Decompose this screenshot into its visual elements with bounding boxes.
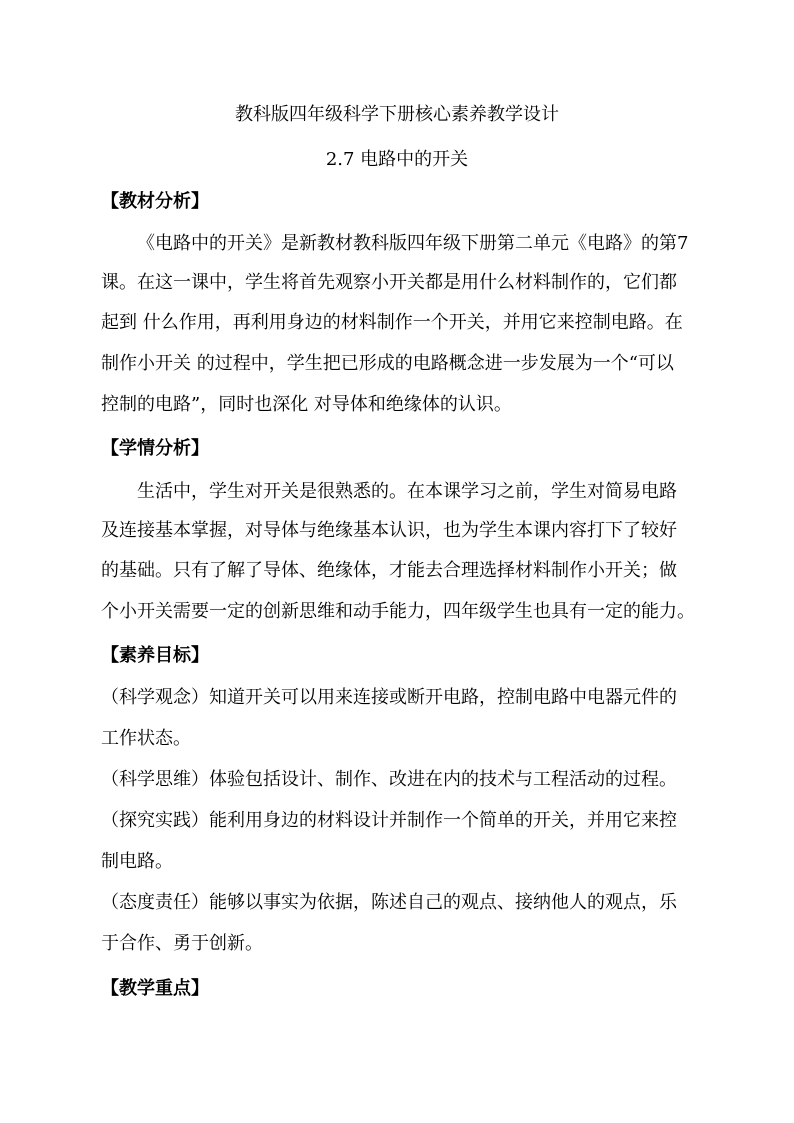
paragraph-line: （探究实践）能利用身边的材料设计并制作一个简单的开关，并用它来控	[101, 810, 677, 831]
section-heading-textbook-analysis: 【教材分析】	[101, 191, 209, 212]
document-title: 教科版四年级科学下册核心素养教学设计	[235, 104, 559, 125]
paragraph-line: 控制的电路”，同时也深化 对导体和绝缘体的认识。	[101, 394, 512, 415]
paragraph-line: 个小开关需要一定的创新思维和动手能力，四年级学生也具有一定的能力。	[101, 601, 695, 622]
lesson-title: 2.7 电路中的开关	[325, 149, 469, 170]
section-heading-teaching-focus: 【教学重点】	[101, 978, 209, 999]
section-heading-student-analysis: 【学情分析】	[101, 438, 209, 459]
paragraph-line: 及连接基本掌握，对导体与绝缘基本认识，也为学生本课内容打下了较好	[101, 520, 677, 541]
paragraph-line: （科学思维）体验包括设计、制作、改进在内的技术与工程活动的过程。	[101, 769, 677, 790]
paragraph-line: 《电路中的开关》是新教材教科版四年级下册第二单元《电路》的第7	[137, 233, 689, 254]
paragraph-line: 于合作、勇于创新。	[101, 933, 263, 954]
paragraph-line: 的基础。只有了解了导体、绝缘体，才能去合理选择材料制作小开关；做	[101, 560, 677, 581]
paragraph-line: 制电路。	[101, 851, 173, 872]
paragraph-line: （态度责任）能够以事实为依据，陈述自己的观点、接纳他人的观点，乐	[101, 892, 677, 913]
paragraph-line: 工作状态。	[101, 728, 191, 749]
section-heading-literacy-goals: 【素养目标】	[101, 645, 209, 666]
paragraph-line: 课。在这一课中，学生将首先观察小开关都是用什么材料制作的，它们都	[101, 272, 677, 293]
paragraph-line: 起到 什么作用，再利用身边的材料制作一个开关，并用它来控制电路。在	[101, 312, 683, 333]
paragraph-line: 制作小开关 的过程中，学生把已形成的电路概念进一步发展为一个“可以	[101, 353, 674, 374]
paragraph-line: 生活中，学生对开关是很熟悉的。在本课学习之前，学生对简易电路	[137, 481, 677, 502]
paragraph-line: （科学观念）知道开关可以用来连接或断开电路，控制电路中电器元件的	[101, 687, 677, 708]
